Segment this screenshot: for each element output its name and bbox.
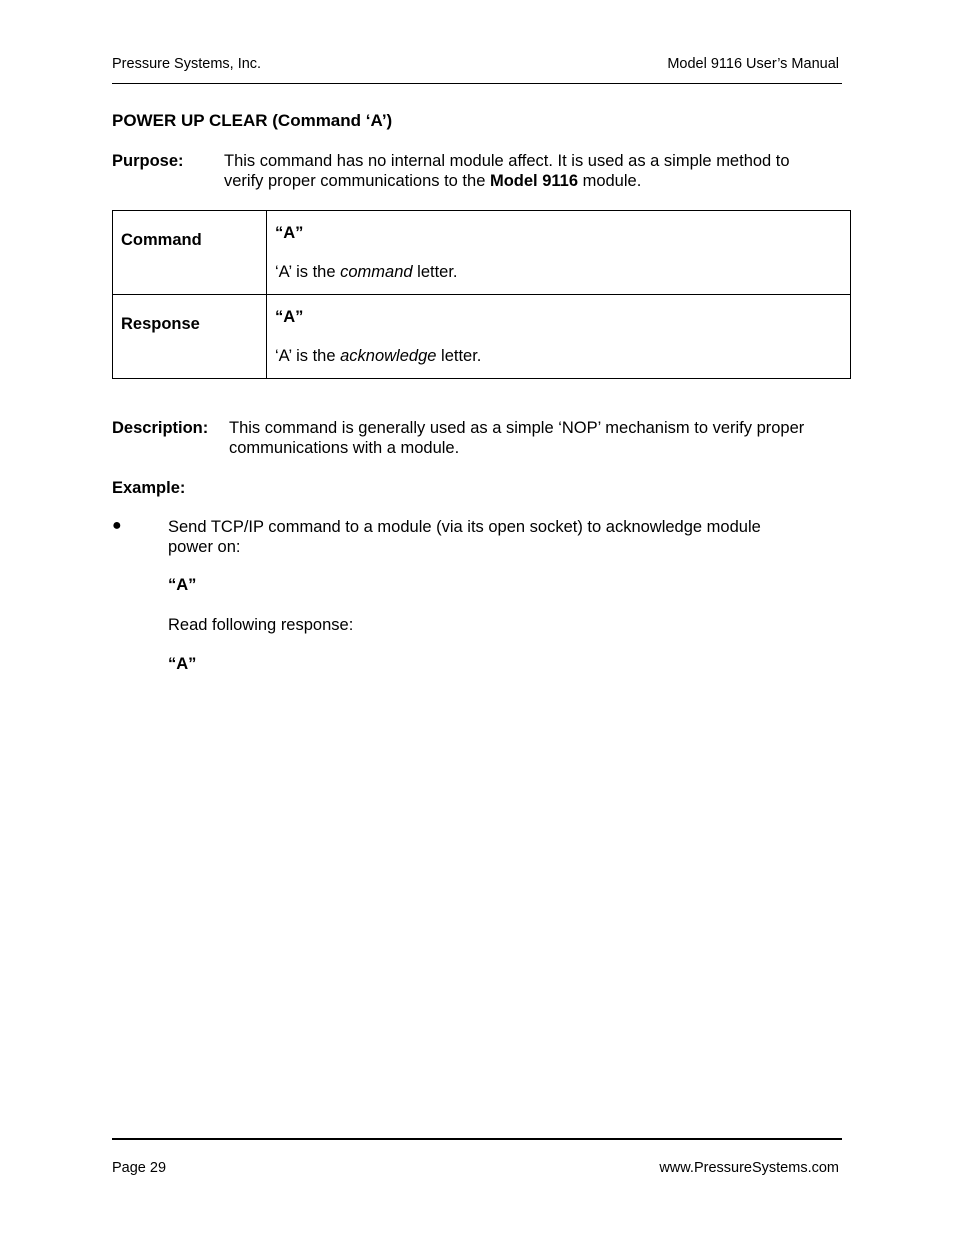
- example-read-text: Read following response:: [168, 616, 354, 634]
- example-step-line-1: Send TCP/IP command to a module (via its open socket) to acknowledge module: [168, 518, 761, 536]
- description-line-2: communications with a module.: [229, 439, 460, 457]
- table-key-cell: [113, 295, 267, 379]
- example-response: “A”: [168, 655, 197, 673]
- table-key-command: Command: [121, 231, 202, 249]
- table-key-cell: [113, 211, 267, 295]
- purpose-model-name: Model 9116: [489, 172, 578, 190]
- command-table: [112, 210, 851, 379]
- command-quote: “A”: [275, 224, 304, 242]
- header-company: Pressure Systems, Inc.: [112, 56, 262, 72]
- example-command: “A”: [168, 576, 197, 594]
- table-value-cell: [267, 295, 851, 379]
- response-desc-italic: acknowledge: [340, 347, 437, 365]
- table-key-response: Response: [121, 315, 200, 333]
- purpose-line-2: [224, 171, 641, 191]
- table-row-command: [113, 211, 851, 295]
- table-value-cell: [267, 211, 851, 295]
- response-desc: [275, 347, 481, 366]
- header-manual-title: Model 9116 User’s Manual: [667, 56, 839, 72]
- response-desc-pre: ‘A’ is the: [275, 347, 341, 365]
- purpose-line-2-post: module.: [578, 172, 642, 190]
- footer-website: www.PressureSystems.com: [659, 1160, 839, 1176]
- description-label: Description:: [112, 419, 209, 437]
- example-label: Example:: [112, 479, 186, 497]
- page-number: Page 29: [112, 1160, 167, 1176]
- table-row-response: [113, 295, 851, 379]
- command-desc-italic: command: [340, 263, 413, 281]
- response-quote: “A”: [275, 308, 304, 326]
- footer-rule: [112, 1138, 842, 1140]
- command-desc: [275, 263, 458, 282]
- example-step-line-2: power on:: [168, 538, 241, 556]
- command-desc-post: letter.: [412, 263, 458, 281]
- response-desc-post: letter.: [436, 347, 482, 365]
- purpose-line-2-pre: verify proper communications to the: [224, 172, 490, 190]
- purpose-line-1: This command has no internal module affect. It is used as a simple method to: [224, 152, 790, 170]
- bullet-icon: ●: [112, 517, 122, 534]
- section-title: POWER UP CLEAR (Command ‘A’): [112, 111, 393, 130]
- description-line-1: This command is generally used as a simple ‘NOP’ mechanism to verify proper: [229, 419, 805, 437]
- command-desc-pre: ‘A’ is the: [275, 263, 341, 281]
- purpose-label: Purpose:: [112, 152, 184, 170]
- header-rule: [112, 83, 842, 84]
